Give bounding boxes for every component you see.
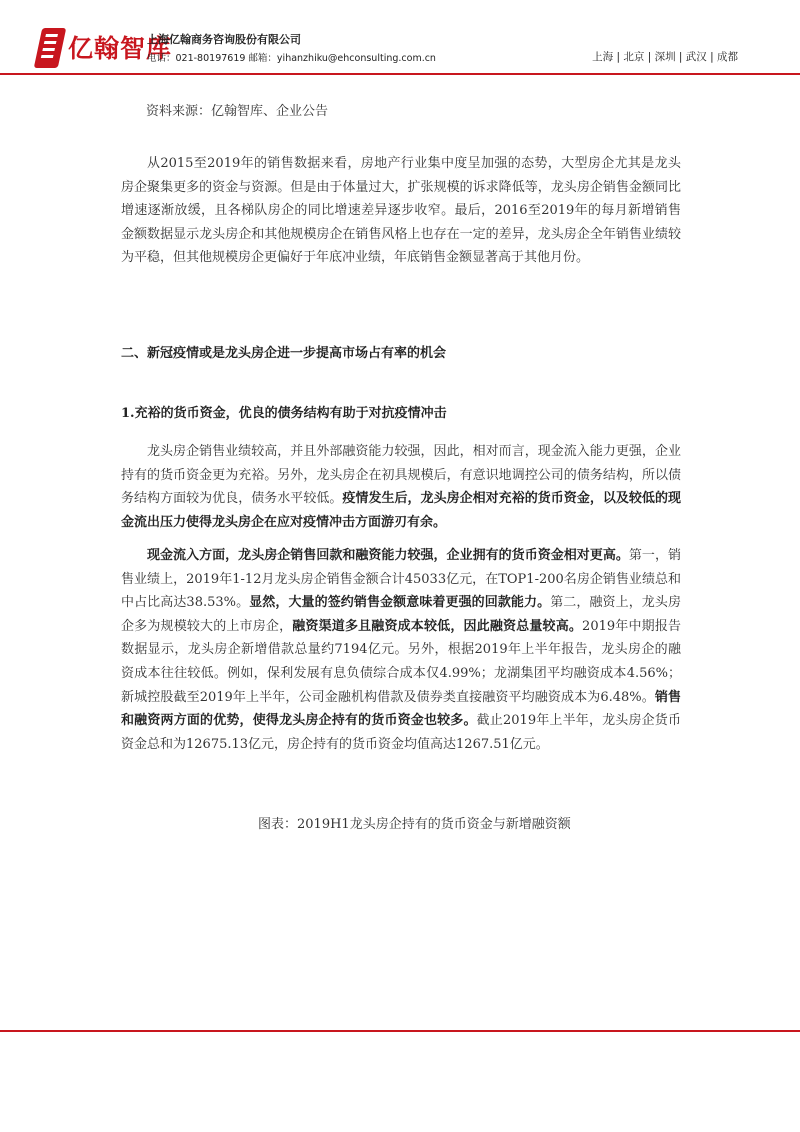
paragraph-text: 龙头房企销售业绩较高，并且外部融资能力较强，因此，相对而言，现金流入能力更强，企业持有的货币资金更为充裕。另外，龙头房企在初具规模后，有意识地调控公司的债务结构，所以债务结构方面较为优良，债务水平较低。 <box>121 444 681 507</box>
paragraph-emphasis: 疫情发生后，龙头房企相对充裕的货币资金，以及较低的现金流出压力使得龙头房企在应对疫情冲击方面游刃有余。 <box>121 491 681 530</box>
subsection-heading: 1.充裕的货币资金，优良的债务结构有助于对抗疫情冲击 <box>121 406 447 421</box>
paragraph-text: 第二，融资上，龙头房企多为规模较大的上市房企， <box>121 595 681 634</box>
intro-paragraph: 从2015至2019年的销售数据来看，房地产行业集中度呈加强的态势，大型房企尤其是龙头房企聚集更多的资金与资源。但是由于体量过大，扩张规模的诉求降低等，龙头房企销售金额同比增速逐渐放缓，且各梯队房企的同比增速差异逐步收窄。最后，2016至2019年的每月新增销售金额数据显示龙头房企和其他规模房企在销售风格上也存在一定的差异，龙头房企全年销售业绩较为平稳，但其他规模房企更偏好于年底冲业绩，年底销售金额显著高于其他月份。 <box>121 156 681 266</box>
paragraph-text: 截止2019年上半年，龙头房企货币资金总和为12675.13亿元，房企持有的货币资金均值高达1267.51亿元。 <box>121 713 681 752</box>
company-name: 上海亿翰商务咨询股份有限公司 <box>147 33 301 46</box>
source-line: 资料来源：亿翰智库、企业公告 <box>146 104 329 119</box>
logo-text: 亿翰智库 <box>68 34 173 63</box>
footer-divider <box>0 1030 800 1032</box>
paragraph-emphasis: 融资渠道多且融资成本较低，因此融资总量较高。 <box>292 618 583 634</box>
paragraph-cash-inflow <box>121 544 681 756</box>
header-divider <box>0 73 800 75</box>
contact-info: 电话：021-80197619 邮箱：yihanzhiku@ehconsulting.com.cn <box>147 53 436 64</box>
logo-icon <box>34 28 67 68</box>
paragraph-text: 第一，销售业绩上，2019年1-12月龙头房企销售金额合计45033亿元，在TOP1-200名房企销售业绩总和中占比高达38.53%。 <box>121 548 681 611</box>
paragraph-text: 2019年中期报告数据显示，龙头房企新增借款总量约7194亿元。另外，根据2019年上半年报告，龙头房企的融资成本往往较低。例如，保利发展有息负债综合成本仅4.99%；龙湖集团平均融资成本4.56%；新城控股截至2019年上半年，公司金融机构借款及债券类直接融资平均融资成本为6.48%。 <box>121 618 681 705</box>
page-header <box>0 0 800 86</box>
paragraph-emphasis: 现金流入方面，龙头房企销售回款和融资能力较强，企业拥有的货币资金相对更高。 <box>147 548 629 563</box>
section-heading: 二、新冠疫情或是龙头房企进一步提高市场占有率的机会 <box>121 346 447 361</box>
paragraph-emphasis: 显然，大量的签约销售金额意味着更强的回款能力。 <box>249 595 551 611</box>
figure-caption: 图表：2019H1龙头房企持有的货币资金与新增融资额 <box>258 817 571 832</box>
paragraph-emphasis: 销售和融资两方面的优势，使得龙头房企持有的货币资金也较多。 <box>121 689 681 729</box>
office-cities: 上海 | 北京 | 深圳 | 武汉 | 成都 <box>592 51 738 63</box>
paragraph-liquidity <box>121 440 681 534</box>
